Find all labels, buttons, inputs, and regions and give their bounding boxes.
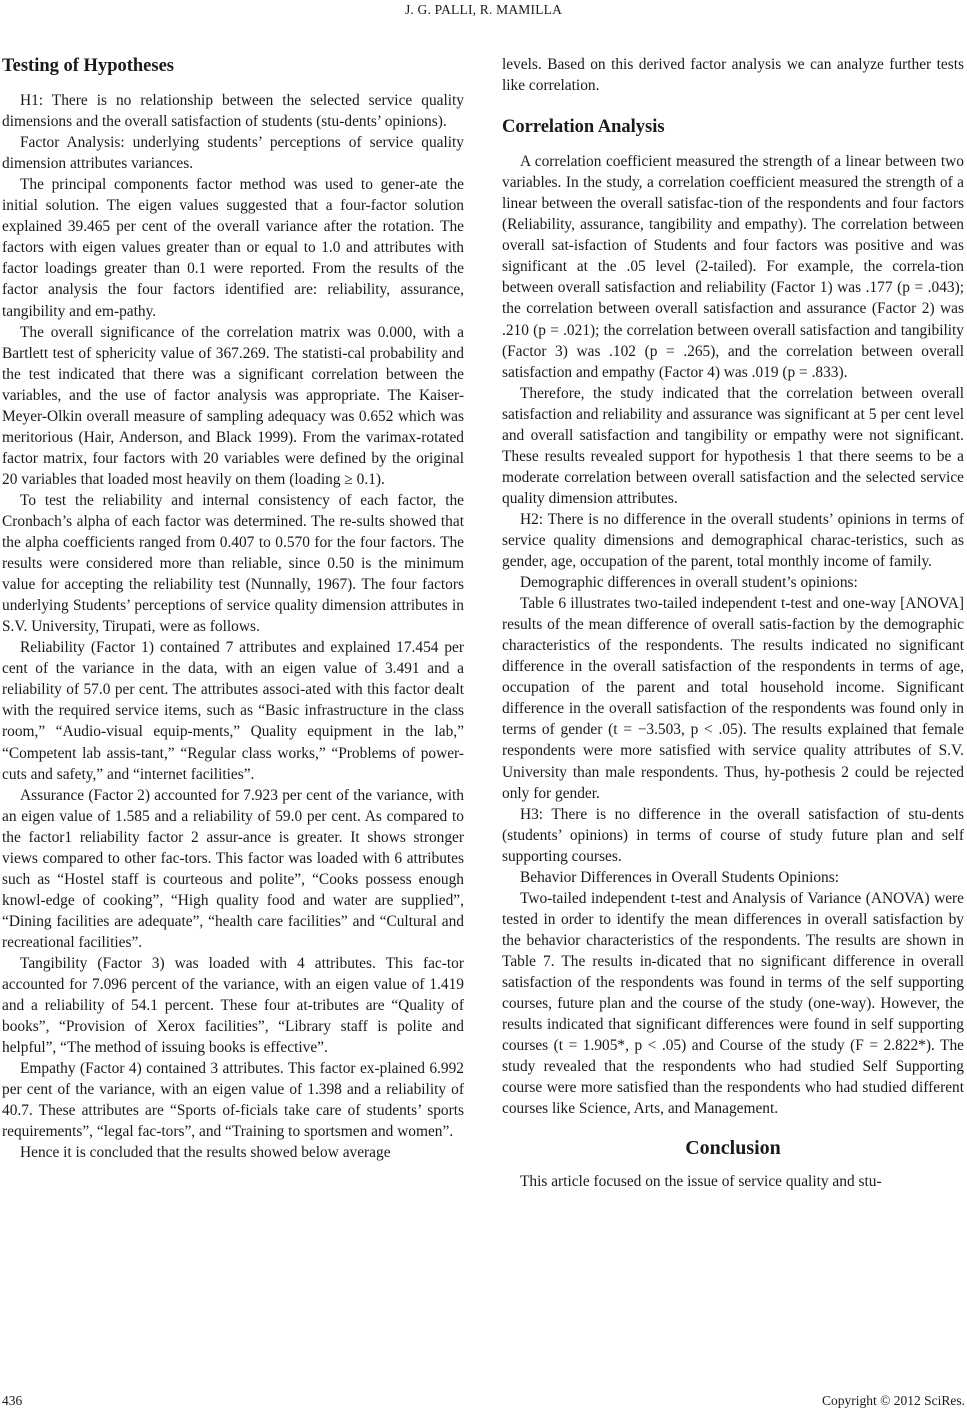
paragraph-conclusion-start: This article focused on the issue of service quality and stu- [520,1173,882,1191]
page-number: 436 [2,1393,23,1408]
paragraph-tangibility-factor: Tangibility (Factor 3) was loaded with 4 attributes. This fac-tor accounted for 7.096 percent of the variance, with an eigen value of 1.419 and a reliability of 54.1 percent. These four at-tributes are “Quality of books”, “Provision of Xerox facilities”, “Library staff is polite and helpful”, “The method of issuing books is effective”. [2,954,464,1057]
section-heading-testing-of-hypotheses: Testing of Hypotheses [2,56,175,76]
left-column [2,52,464,1163]
section-heading-correlation-analysis: Correlation Analysis [502,117,665,138]
section-heading-conclusion: Conclusion [685,1137,781,1160]
paragraph-cronbach-alpha: To test the reliability and internal consistency of each factor, the Cronbach’s alpha of each factor was determined. The re-sults showed that the alpha coefficients ranged from 0.407 to 0.570 for the four factors. The results were considered more than reliable, since 0.50 is the minimum value for accepting the reliability test (Nunnally, 1967). The four factors underlying Students’ perceptions of service quality dimension attributes in S.V. University, Tirupati, were as follows. [2,491,464,636]
right-column [502,54,964,1192]
paragraph-table-6: Table 6 illustrates two-tailed independent t-test and one-way [ANOVA] results of the mean difference of overall satis-faction by the demographic characteristics of the respondents. The results indicated no significant difference in the overall satisfaction of the respondents in terms of age, occupation of the parent and total household income. Significant difference in the overall satisfaction of the respondents was found only in terms of gender (t = −3.503, p < .05). The results explained that female respondents were more satisfied with service quality attributes of S.V. University than male respondents. Thus, hy-pothesis 2 could be rejected only for gender. [502,595,964,802]
paragraph-h1: H1: There is no relationship between the selected service quality dimensions and the overall satisfaction of students (stu-dents’ opinions). [2,92,464,131]
paragraph-correlation-coefficient: A correlation coefficient measured the strength of a linear between two variables. In the study, a correlation coefficient measured the strength of a linear between the overall satisfac-tion of the respondents and four factors (Reliability, assurance, tangibility and empathy). The correlation between overall sat-isfaction of Students and four factors was positive and was significant at the .05 level (2-tailed). For example, the correla-tion between overall satisfaction and reliability (Factor 1) was .177 (p = .043); the correlation between overall satisfaction and assurance (Factor 2) was .210 (p = .021); the correlation between overall satisfaction and tangibility (Factor 3) was .102 (p = .265), and the correlation between overall satisfaction and empathy (Factor 4) was .019 (p = .833). [502,153,964,381]
running-head: J. G. PALLI, R. MAMILLA [404,2,563,17]
paragraph-correlation-matrix: The overall significance of the correlation matrix was 0.000, with a Bartlett test of sphericity value of 367.269. The statisti-cal probability and the test indicated that there was a significant correlation between the variables, and the use of factor analysis was appropriate. The Kaiser-Meyer-Olkin overall measure of sampling adequacy was 0.652 which was meritorious (Hair, Anderson, and Black 1999). From the varimax-rotated factor matrix, four factors with 20 variables were defined by the original 20 variables that loaded most heavily on them (loading ≥ 0.1). [2,323,464,488]
paragraph-behavior-differences: Behavior Differences in Overall Students Opinions: [520,868,840,886]
paragraph-reliability-factor: Reliability (Factor 1) contained 7 attributes and explained 17.454 per cent of the variance in the data, with an eigen value of 3.491 and a reliability of 57.0 per cent. The attributes associ-ated with this factor dealt with the required service items, such as “Basic infrastructure in the class room,” “Audio-visual equip-ments,” Quality equipment in the lab,” “Competent lab assis-tant,” “Regular class works,” “Problems of power-cuts and safety,” and “internet facilities”. [2,639,464,783]
paragraph-empathy-factor: Empathy (Factor 4) contained 3 attributes. This factor ex-plained 6.992 per cent of the variance, with an eigen value of 1.398 and a reliability of 40.7. These attributes are “Sports of-ficials take care of students’ sports requirements”, “legal fac-tors”, and “Training to sportsmen and women”. [2,1060,464,1141]
paragraph-factor-analysis: Factor Analysis: underlying students’ perceptions of service quality dimension attributes variances. [2,134,464,173]
copyright-notice: Copyright © 2012 SciRes. [821,1393,965,1408]
paragraph-h2: H2: There is no difference in the overall students’ opinions in terms of service quality dimensions and demographical charac-teristics, such as gender, age, occupation of the parent, total monthly income of family. [502,510,964,571]
paragraph-assurance-factor: Assurance (Factor 2) accounted for 7.923 per cent of the variance, with an eigen value of 1.585 and a reliability of 59.0 per cent. As compared to the factor1 reliability factor 2 assur-ance is greater. It shows stronger views compared to other fac-tors. This factor was loaded with 6 attributes such as “Hostel staff is courteous and polite”, “Cooks possess enough knowl-edge of cooking”, “High quality food and water are supplied”, “Dining facilities are adequate”, “health care facilities” and “Cultural and recreational facilities”. [2,786,464,951]
paragraph-continued-levels: levels. Based on this derived factor analysis we can analyze further tests like correlation. [502,56,964,95]
paragraph-therefore: Therefore, the study indicated that the correlation between overall satisfaction and reliability and assurance was significant at 5 per cent level and overall satisfaction and tangibility or empathy were not significant. These results revealed support for hypothesis 1 that there seems to be a moderate correlation between overall satisfaction and the selected service quality dimension attributes. [502,384,964,507]
paragraph-two-tailed-anova: Two-tailed independent t-test and Analysis of Variance (ANOVA) were tested in order to identify the mean differences in overall satisfaction by the behavior characteristics of the respondents. The results are shown in Table 7. The results in-dicated that no significant difference in overall satisfaction of the respondents was found in terms of the self supporting courses, future plan and the course of the study (one-way). However, the results indicated that significant differences were found in self supporting courses (t = 1.905*, p < .05) and Course of the study (F = 2.822*). The study revealed that the respondents who had studied Self Supporting course were more satisfied than the respondents who had studied different courses like Science, Arts, and Management. [502,889,964,1118]
paragraph-demographic-differences: Demographic differences in overall student’s opinions: [520,574,858,592]
paragraph-conclusion-below-average: Hence it is concluded that the results showed below average [20,1144,391,1162]
paragraph-h3: H3: There is no difference in the overall satisfaction of stu-dents (students’ opinions) in terms of course of study future plan and self supporting courses. [502,805,964,865]
paragraph-principal-components: The principal components factor method was used to gener-ate the initial solution. The eigen values suggested that a four-factor solution explained 39.465 per cent of the overall variance after the rotation. The factors with eigen values greater than or equal to 1.0 and attributes with factor loadings greater than 0.1 were reported. From the results of the factor analysis the four factors identified are: reliability, assurance, tangibility and em-pathy. [2,176,464,320]
